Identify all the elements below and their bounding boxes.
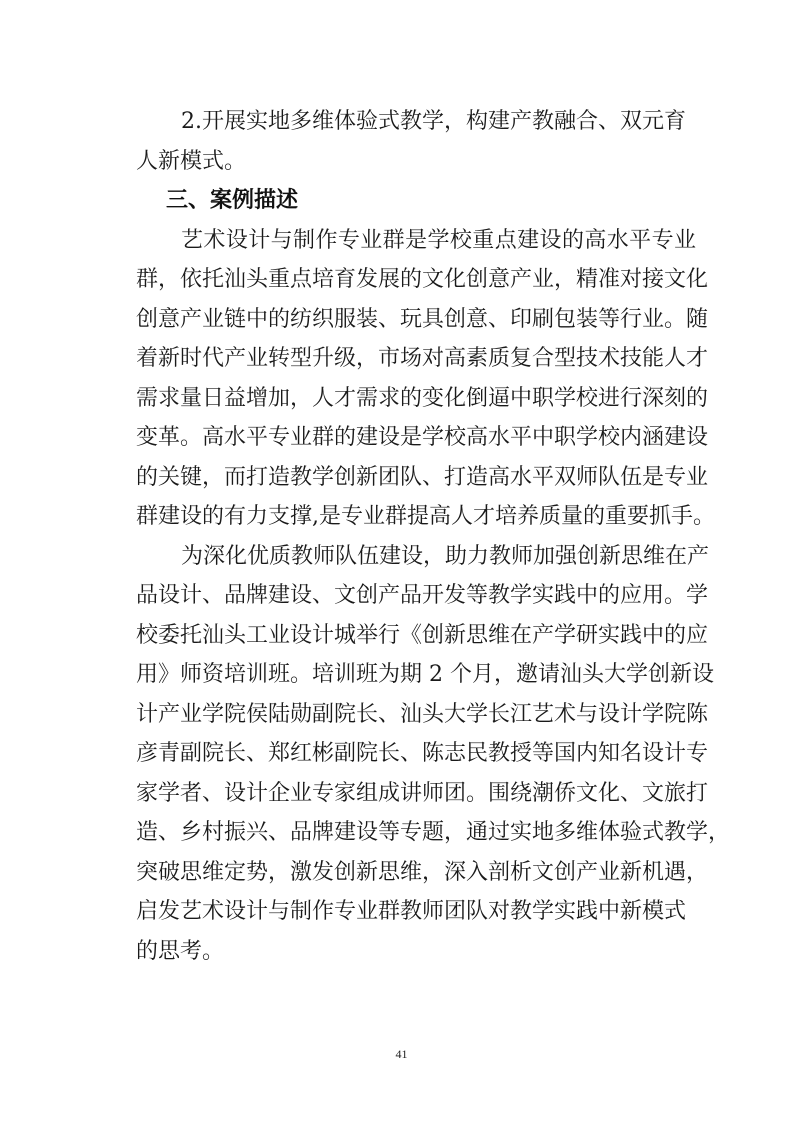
paragraph-1-line-2: 群，依托汕头重点培育发展的文化创意产业，精准对接文化: [136, 267, 709, 292]
paragraph-2-line-7: 家学者、设计企业专家组成讲师团。围绕潮侨文化、文旅打: [136, 780, 709, 806]
paragraph-2-line-8: 造、乡村振兴、品牌建设等专题，通过实地多维体验式教学，: [136, 820, 731, 845]
paragraph-2-line-4: 用》师资培训班。培训班为期 2 个月，邀请汕头大学创新设: [136, 662, 714, 687]
paragraph-2-line-11: 的思考。: [136, 938, 225, 964]
page-number: 41: [395, 1047, 408, 1061]
paragraph-2-line-9: 突破思维定势，激发创新思维，深入剖析文创产业新机遇，: [136, 859, 709, 885]
paragraph-1-line-7: 的关键，而打造教学创新团队、打造高水平双师队伍是专业: [136, 464, 709, 490]
paragraph-2-line-2: 品设计、品牌建设、文创产品开发等教学实践中的应用。学: [136, 583, 709, 608]
paragraph-2-line-3: 校委托汕头工业设计城举行《创新思维在产学研实践中的应: [136, 622, 709, 648]
body-text: [136, 102, 731, 971]
paragraph-1-line-8: 群建设的有力支撑,是专业群提高人才培养质量的重要抓手。: [136, 504, 715, 529]
paragraph-2-line-6: 彦青副院长、郑红彬副院长、陈志民教授等国内知名设计专: [136, 741, 709, 766]
paragraph-2-line-10: 启发艺术设计与制作专业群教师团队对教学实践中新模式: [136, 899, 687, 924]
paragraph-2-line-1: 为深化优质教师队伍建设，助力教师加强创新思维在产: [181, 543, 710, 569]
list-item-2-line-2: 人新模式。: [136, 148, 247, 174]
paragraph-1-line-1: 艺术设计与制作专业群是学校重点建设的高水平专业: [181, 227, 696, 253]
paragraph-2-line-5: 计产业学院侯陆勋副院长、汕头大学长江艺术与设计学院陈: [136, 701, 709, 727]
list-item-2-line-1: 2.开展实地多维体验式教学，构建产教融合、双元育: [181, 109, 686, 134]
paragraph-1-line-3: 创意产业链中的纺织服装、玩具创意、印刷包装等行业。随: [136, 306, 709, 332]
paragraph-1-line-4: 着新时代产业转型升级，市场对高素质复合型技术技能人才: [136, 346, 709, 371]
section-heading: 三、案例描述: [166, 188, 299, 213]
paragraph-1-line-6: 变革。高水平专业群的建设是学校高水平中职学校内涵建设: [136, 425, 709, 450]
paragraph-1-line-5: 需求量日益增加，人才需求的变化倒逼中职学校进行深刻的: [136, 385, 709, 411]
